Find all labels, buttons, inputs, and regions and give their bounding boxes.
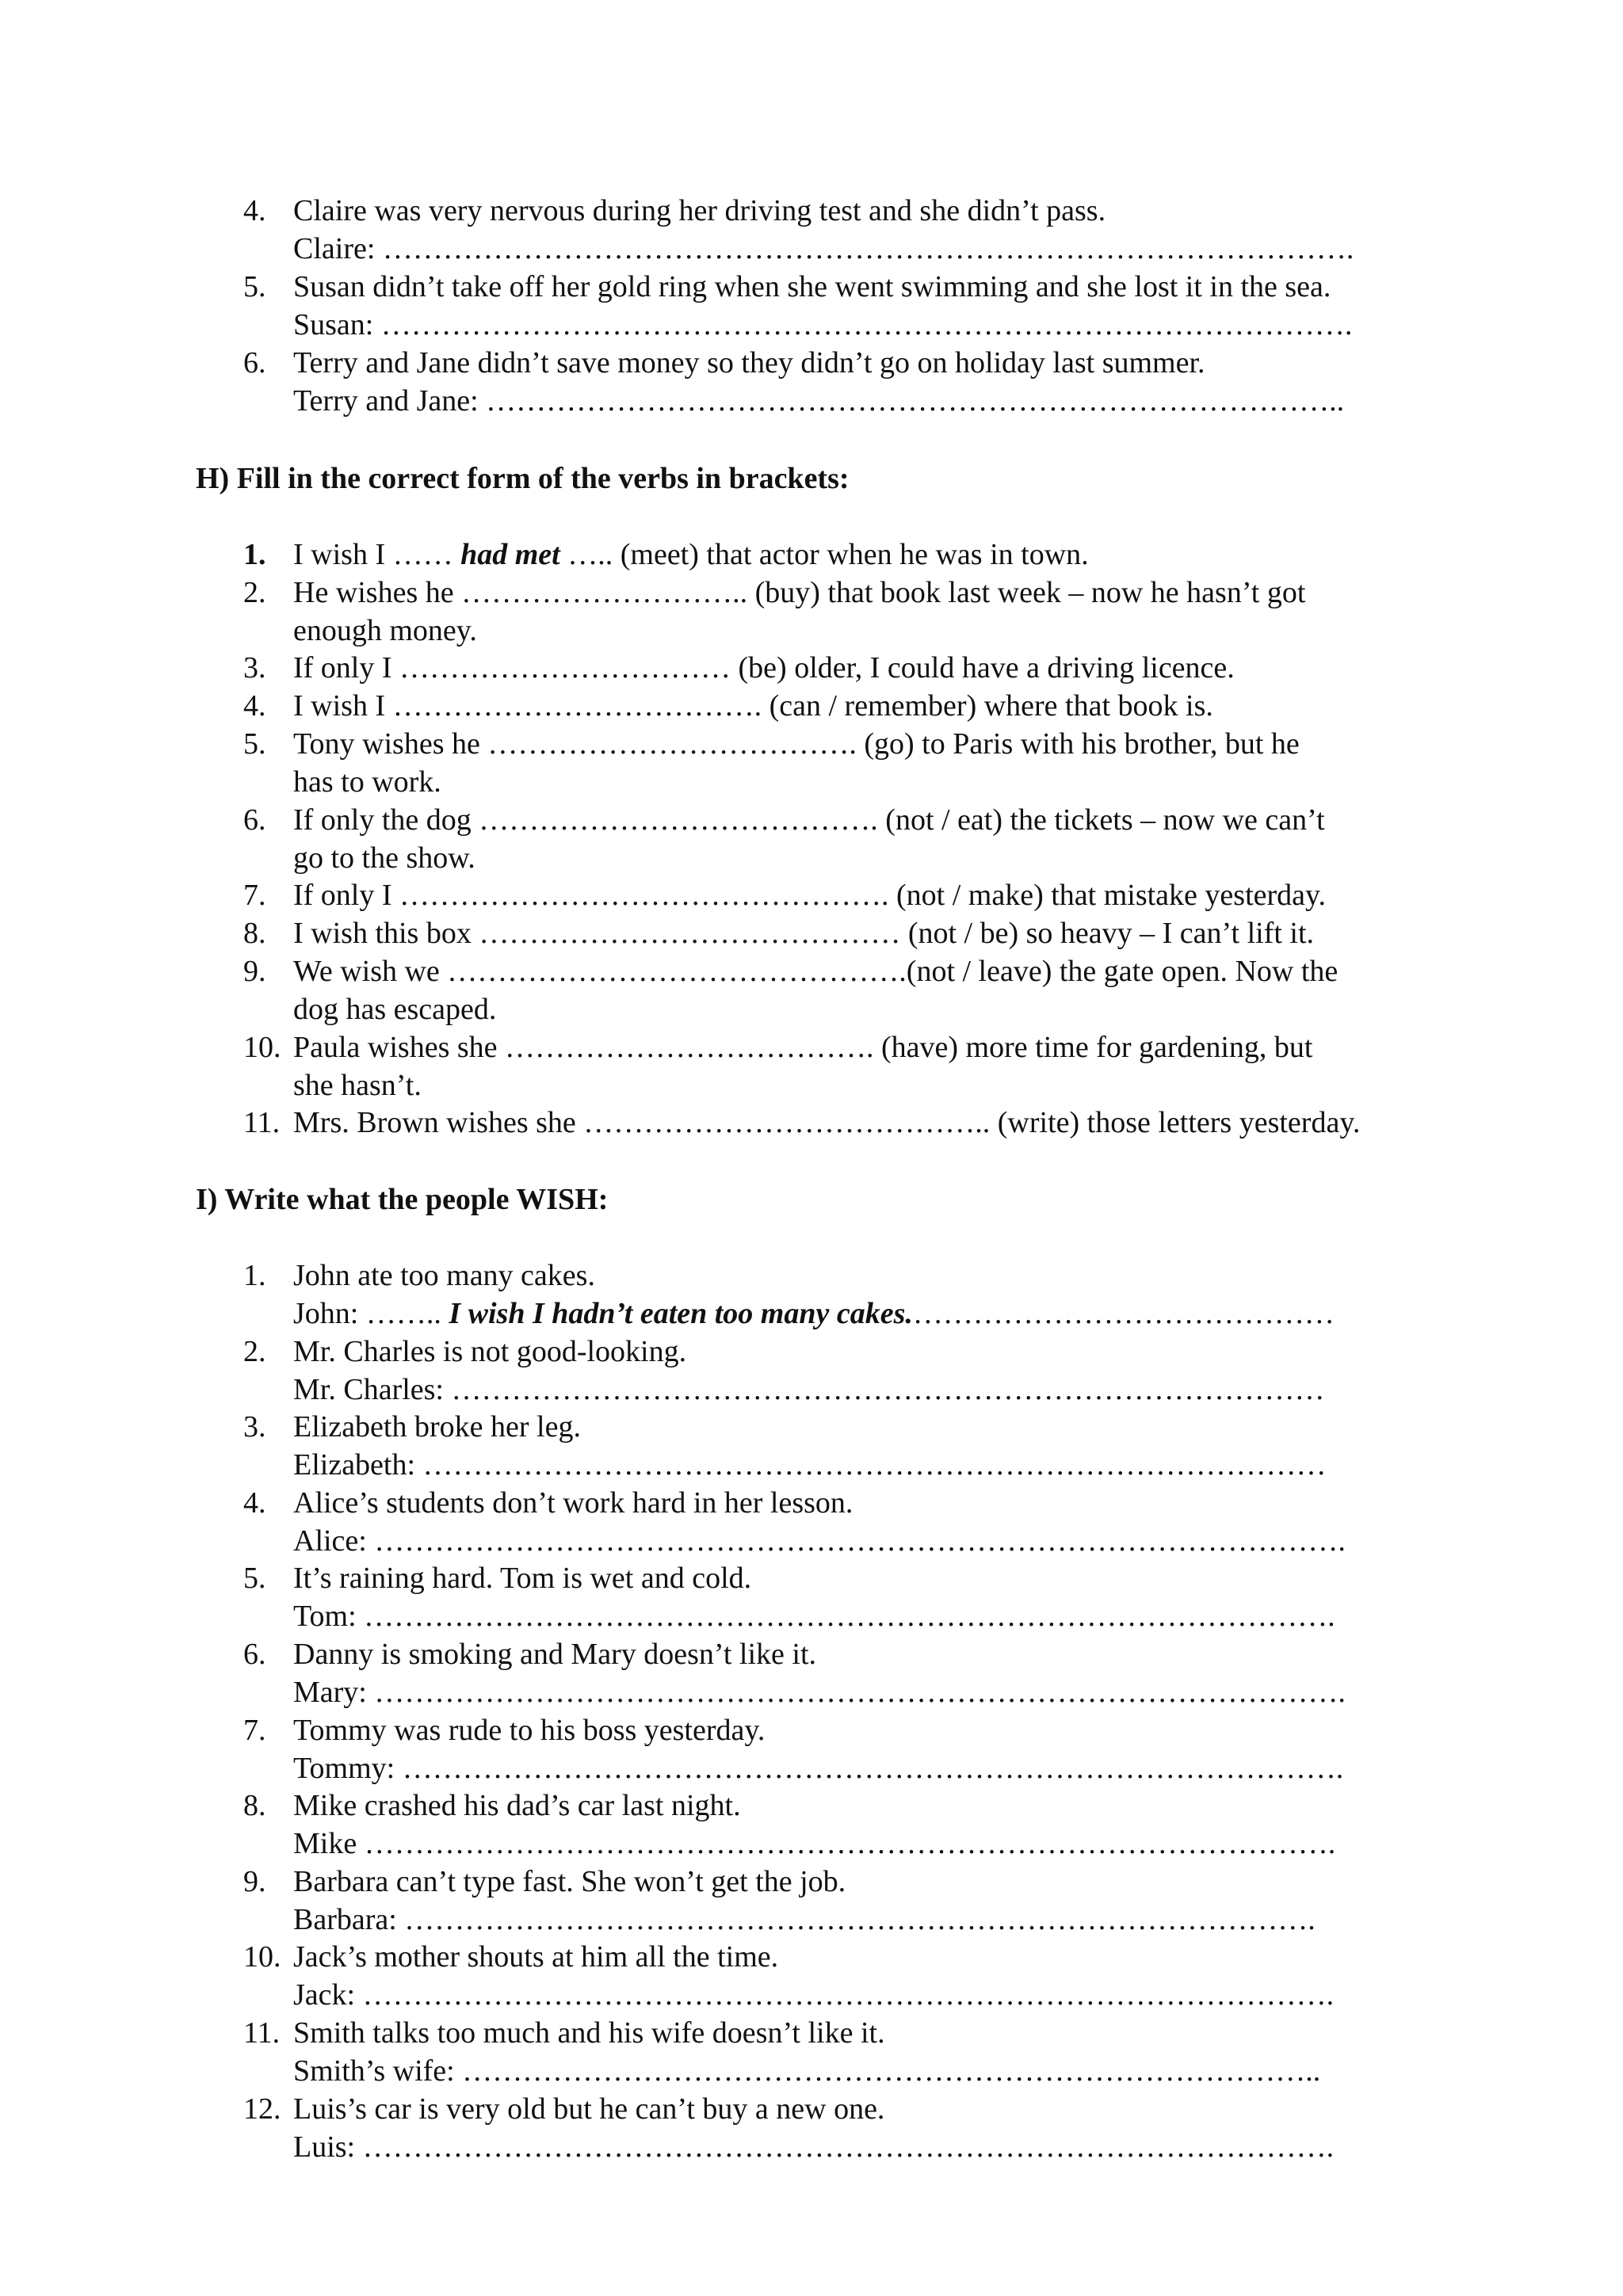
item-sentence: Luis’s car is very old but he can’t buy a new one. (293, 2092, 885, 2126)
item-number: 10. (243, 1940, 281, 1974)
item-number: 12. (243, 2092, 281, 2126)
answer-line: Jack: ……………………………………………………………………………………. (293, 1978, 1335, 2012)
item-number: 5. (243, 1562, 266, 1595)
answer-line: Susan: ……………………………………………………………………………………. (293, 308, 1353, 341)
answer-line: Alice: ……………………………………………………………………………………. (293, 1524, 1346, 1558)
item-sentence: If only the dog …………………………………. (not / eat) the tickets – now we can’t (293, 803, 1325, 837)
item-sentence-cont: she hasn’t. (293, 1069, 422, 1102)
answer-line: Mike ……………………………………………………………………………………. (293, 1827, 1336, 1860)
item-number: 4. (243, 689, 266, 723)
section-h-heading: H) Fill in the correct form of the verbs in brackets: (196, 462, 850, 495)
answer-line: Smith’s wife: ………………………………………………………………………….. (293, 2054, 1321, 2088)
item-number: 1. (243, 1259, 266, 1292)
item-sentence: If only I …………………………………………. (not / make) that mistake yesterday. (293, 879, 1327, 912)
item-number: 3. (243, 1410, 266, 1444)
item-number: 9. (243, 955, 266, 988)
item-sentence: Jack’s mother shouts at him all the time. (293, 1940, 779, 1974)
item-number: 10. (243, 1031, 281, 1064)
item-number: 3. (243, 651, 266, 685)
item-number: 11. (243, 1106, 281, 1139)
item-number: 2. (243, 576, 266, 609)
answer-line: Terry and Jane: ………………………………………………………………………….. (293, 384, 1345, 418)
item-number: 5. (243, 270, 266, 303)
answer-line: Tommy: …………………………………………………………………………………. (293, 1752, 1344, 1785)
item-sentence: Tommy was rude to his boss yesterday. (293, 1714, 766, 1747)
item-sentence: He wishes he ……………………….. (buy) that book last week – now he hasn’t got (293, 576, 1306, 609)
item-number: 7. (243, 1714, 266, 1747)
item-number: 1. (243, 538, 266, 571)
item-sentence: John ate too many cakes. (293, 1259, 595, 1292)
item-sentence-cont: has to work. (293, 765, 441, 799)
answer-line: Mr. Charles: …………………………………………………………………………… (293, 1373, 1325, 1406)
item-number: 9. (243, 1865, 266, 1898)
item-number: 7. (243, 879, 266, 912)
answer-line: Elizabeth: ……………………………………………………………………………… (293, 1448, 1327, 1482)
example-answer: had met (460, 538, 560, 571)
answer-line: Barbara: ………………………………………………………………………………. (293, 1903, 1316, 1936)
item-sentence: Terry and Jane didn’t save money so they didn’t go on holiday last summer. (293, 346, 1205, 379)
item-number: 6. (243, 346, 266, 379)
item-number: 6. (243, 803, 266, 837)
item-sentence: Claire was very nervous during her driving test and she didn’t pass. (293, 194, 1106, 227)
item-sentence: We wish we ……………………………………….(not / leave) the gate open. Now the (293, 955, 1338, 988)
item-sentence: Mike crashed his dad’s car last night. (293, 1789, 741, 1822)
item-number: 8. (243, 1789, 266, 1822)
item-sentence: Alice’s students don’t work hard in her lesson. (293, 1486, 854, 1520)
answer-line: Mary: ……………………………………………………………………………………. (293, 1676, 1346, 1709)
example-answer: I wish I hadn’t eaten too many cakes. (449, 1297, 913, 1330)
item-sentence: Susan didn’t take off her gold ring when she went swimming and she lost it in the sea. (293, 270, 1331, 303)
item-number: 5. (243, 727, 266, 761)
item-number: 4. (243, 1486, 266, 1520)
item-sentence-cont: enough money. (293, 614, 477, 647)
item-sentence: I wish I ………………………………. (can / remember) where that book is. (293, 689, 1213, 723)
item-sentence: If only I …………………………… (be) older, I could have a driving licence. (293, 651, 1235, 685)
item-sentence: I wish I …… had met ….. (meet) that actor when he was in town. (293, 538, 1089, 571)
answer-line: Claire: ……………………………………………………………………………………. (293, 232, 1354, 265)
item-sentence: Mrs. Brown wishes she ………………………………….. (write) those letters yesterday. (293, 1106, 1361, 1139)
item-sentence-cont: dog has escaped. (293, 993, 497, 1026)
item-number: 4. (243, 194, 266, 227)
item-number: 11. (243, 2016, 281, 2050)
item-sentence: Smith talks too much and his wife doesn’t like it. (293, 2016, 885, 2050)
section-i-heading: I) Write what the people WISH: (196, 1183, 609, 1216)
item-sentence: Mr. Charles is not good-looking. (293, 1335, 687, 1368)
item-sentence: Elizabeth broke her leg. (293, 1410, 581, 1444)
item-sentence: Paula wishes she ………………………………. (have) more time for gardening, but (293, 1031, 1313, 1064)
item-number: 6. (243, 1638, 266, 1671)
item-sentence: Barbara can’t type fast. She won’t get the job. (293, 1865, 846, 1898)
answer-line: Luis: ……………………………………………………………………………………. (293, 2130, 1335, 2164)
item-sentence-cont: go to the show. (293, 841, 475, 875)
answer-line: Tom: ……………………………………………………………………………………. (293, 1600, 1335, 1633)
item-number: 2. (243, 1335, 266, 1368)
item-sentence: Danny is smoking and Mary doesn’t like it. (293, 1638, 817, 1671)
item-sentence: Tony wishes he ………………………………. (go) to Paris with his brother, but he (293, 727, 1300, 761)
item-sentence: It’s raining hard. Tom is wet and cold. (293, 1562, 752, 1595)
answer-line: John: …….. I wish I hadn’t eaten too many cakes.…………………………………… (293, 1297, 1335, 1330)
item-number: 8. (243, 917, 266, 950)
item-sentence: I wish this box …………………………………… (not / be) so heavy – I can’t lift it. (293, 917, 1315, 950)
